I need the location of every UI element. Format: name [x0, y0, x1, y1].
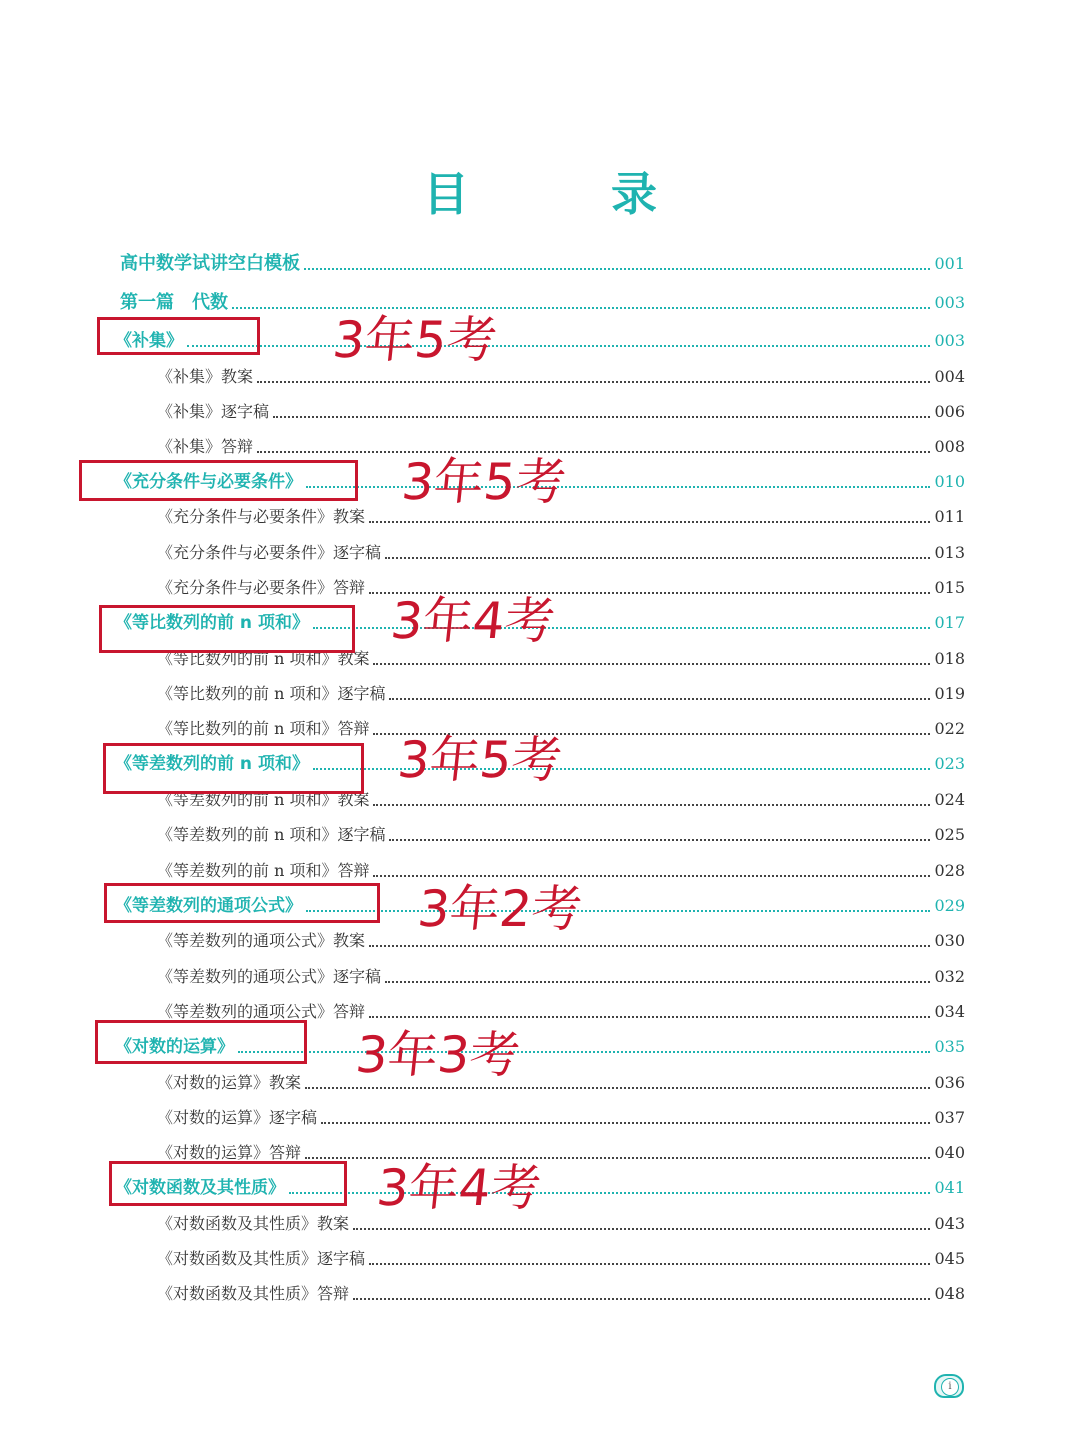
- toc-entry-page: 006: [934, 402, 965, 421]
- leader-dots: [353, 1298, 930, 1300]
- annotation-note: 3年5考: [394, 731, 565, 789]
- leader-dots: [257, 381, 930, 383]
- leader-dots: [273, 416, 930, 418]
- toc-entry: [157, 1106, 965, 1130]
- toc-entry: [157, 682, 965, 706]
- toc-entry: [157, 576, 965, 600]
- toc-entry-title: 《对数的运算》教案: [157, 1073, 302, 1092]
- toc-entry-title: 《补集》逐字稿: [157, 402, 270, 421]
- toc-entry-title: 《对数的运算》答辩: [157, 1143, 302, 1162]
- leader-dots: [369, 1016, 930, 1018]
- toc-entry-page: 022: [934, 719, 965, 738]
- toc-entry-title: 《等差数列的前 n 项和》教案: [157, 790, 370, 809]
- leader-dots: [257, 451, 930, 453]
- annotation-note: 3年3考: [352, 1026, 523, 1084]
- toc-entry: [120, 291, 965, 315]
- leader-dots: [369, 521, 930, 523]
- toc-entry-page: 041: [934, 1178, 965, 1197]
- leader-dots: [385, 981, 930, 983]
- leader-dots: [385, 557, 930, 559]
- toc-entry-title: 《等差数列的通项公式》: [115, 896, 302, 916]
- annotation-note: 3年4考: [387, 592, 558, 650]
- leader-dots: [304, 268, 930, 270]
- toc-entry-title: 《等差数列的前 n 项和》: [115, 754, 309, 774]
- toc-entry-page: 035: [934, 1037, 965, 1056]
- toc-entry-title: 《等差数列的通项公式》逐字稿: [157, 967, 382, 986]
- annotation-note: 3年5考: [329, 311, 500, 369]
- toc-entry-title: 《对数函数及其性质》逐字稿: [157, 1249, 366, 1268]
- leader-dots: [373, 663, 930, 665]
- leader-dots: [306, 910, 930, 912]
- annotation-note: 3年5考: [398, 453, 569, 511]
- toc-entry-page: 023: [934, 754, 965, 773]
- toc-entry-page: 003: [934, 331, 965, 350]
- toc-entry-page: 024: [934, 790, 965, 809]
- toc-entry-page: 030: [934, 931, 965, 950]
- toc-entry-title: 第一篇 代数: [120, 292, 228, 313]
- toc-entry-title: 《等差数列的前 n 项和》逐字稿: [157, 825, 386, 844]
- toc-entry-page: 025: [934, 825, 965, 844]
- leader-dots: [321, 1122, 930, 1124]
- toc-entry: [157, 1247, 965, 1271]
- toc-entry-title: 《补集》: [115, 331, 183, 351]
- toc-entry-page: 013: [934, 543, 965, 562]
- highlight-box: [109, 1161, 347, 1206]
- page-number-badge: [934, 1374, 964, 1398]
- toc-entry-page: 001: [934, 254, 965, 273]
- leader-dots: [232, 307, 930, 309]
- toc-entry-page: 018: [934, 649, 965, 668]
- toc-entry: [157, 823, 965, 847]
- toc-entry-page: 010: [934, 472, 965, 491]
- toc-entry-title: 《等差数列的前 n 项和》答辩: [157, 861, 370, 880]
- toc-entry-page: 034: [934, 1002, 965, 1021]
- toc-entry-title: 《等比数列的前 n 项和》教案: [157, 649, 370, 668]
- toc-entry: [157, 365, 965, 389]
- toc-entry: [157, 1212, 965, 1236]
- toc-entry-title: 高中数学试讲空白模板: [120, 253, 300, 274]
- toc-entry-page: 029: [934, 896, 965, 915]
- leader-dots: [187, 345, 930, 347]
- toc-entry-title: 《对数函数及其性质》: [115, 1178, 285, 1198]
- page-title: 目 录: [423, 167, 705, 221]
- toc-entry-page: 011: [934, 507, 965, 526]
- leader-dots: [238, 1051, 930, 1053]
- highlight-box: [99, 605, 355, 653]
- toc-entry-page: 032: [934, 967, 965, 986]
- toc-entry: [157, 400, 965, 424]
- toc-entry: [157, 1071, 965, 1095]
- toc-entry-page: 043: [934, 1214, 965, 1233]
- toc-entry-title: 《对数函数及其性质》教案: [157, 1214, 350, 1233]
- toc-entry-title: 《充分条件与必要条件》答辩: [157, 578, 366, 597]
- toc-entry-page: 048: [934, 1284, 965, 1303]
- toc-entry-title: 《等差数列的通项公式》教案: [157, 931, 366, 950]
- toc-entry: [157, 541, 965, 565]
- toc-entry-page: 036: [934, 1073, 965, 1092]
- toc-entry-title: 《补集》答辩: [157, 437, 254, 456]
- toc-entry-page: 003: [934, 293, 965, 312]
- toc-entry-page: 017: [934, 613, 965, 632]
- toc-entry-title: 《等比数列的前 n 项和》: [115, 613, 309, 633]
- toc-entry-page: 037: [934, 1108, 965, 1127]
- annotation-note: 3年2考: [414, 880, 585, 938]
- toc-entry-page: 019: [934, 684, 965, 703]
- toc-entry: [157, 965, 965, 989]
- toc-entry-title: 《对数函数及其性质》答辩: [157, 1284, 350, 1303]
- leader-dots: [305, 1087, 930, 1089]
- toc-entry-title: 《补集》教案: [157, 367, 254, 386]
- folio-number: i: [941, 1378, 959, 1396]
- toc-entry-page: 004: [934, 367, 965, 386]
- highlight-box: [95, 1020, 307, 1064]
- toc-entry-page: 045: [934, 1249, 965, 1268]
- toc-entry-title: 《等比数列的前 n 项和》答辩: [157, 719, 370, 738]
- leader-dots: [369, 1263, 930, 1265]
- toc-entry-page: 008: [934, 437, 965, 456]
- highlight-box: [79, 460, 358, 501]
- toc-entry-title: 《对数的运算》逐字稿: [157, 1108, 318, 1127]
- toc-entry-title: 《充分条件与必要条件》教案: [157, 507, 366, 526]
- leader-dots: [353, 1228, 930, 1230]
- toc-entry-title: 《对数的运算》: [115, 1037, 234, 1057]
- toc-entry-title: 《等差数列的通项公式》答辩: [157, 1002, 366, 1021]
- leader-dots: [389, 698, 930, 700]
- toc-entry-page: 028: [934, 861, 965, 880]
- annotation-note: 3年4考: [373, 1159, 544, 1217]
- toc-entry-title: 《等比数列的前 n 项和》逐字稿: [157, 684, 386, 703]
- leader-dots: [369, 945, 930, 947]
- toc-entry-title: 《充分条件与必要条件》: [115, 472, 302, 492]
- toc-entry-page: 015: [934, 578, 965, 597]
- toc-entry: [157, 1282, 965, 1306]
- toc-entry-title: 《充分条件与必要条件》逐字稿: [157, 543, 382, 562]
- leader-dots: [373, 804, 930, 806]
- leader-dots: [373, 875, 930, 877]
- toc-entry: [120, 252, 965, 276]
- highlight-box: [97, 317, 260, 355]
- leader-dots: [306, 486, 930, 488]
- toc-entry-page: 040: [934, 1143, 965, 1162]
- highlight-box: [104, 883, 380, 923]
- leader-dots: [389, 839, 930, 841]
- highlight-box: [103, 743, 364, 794]
